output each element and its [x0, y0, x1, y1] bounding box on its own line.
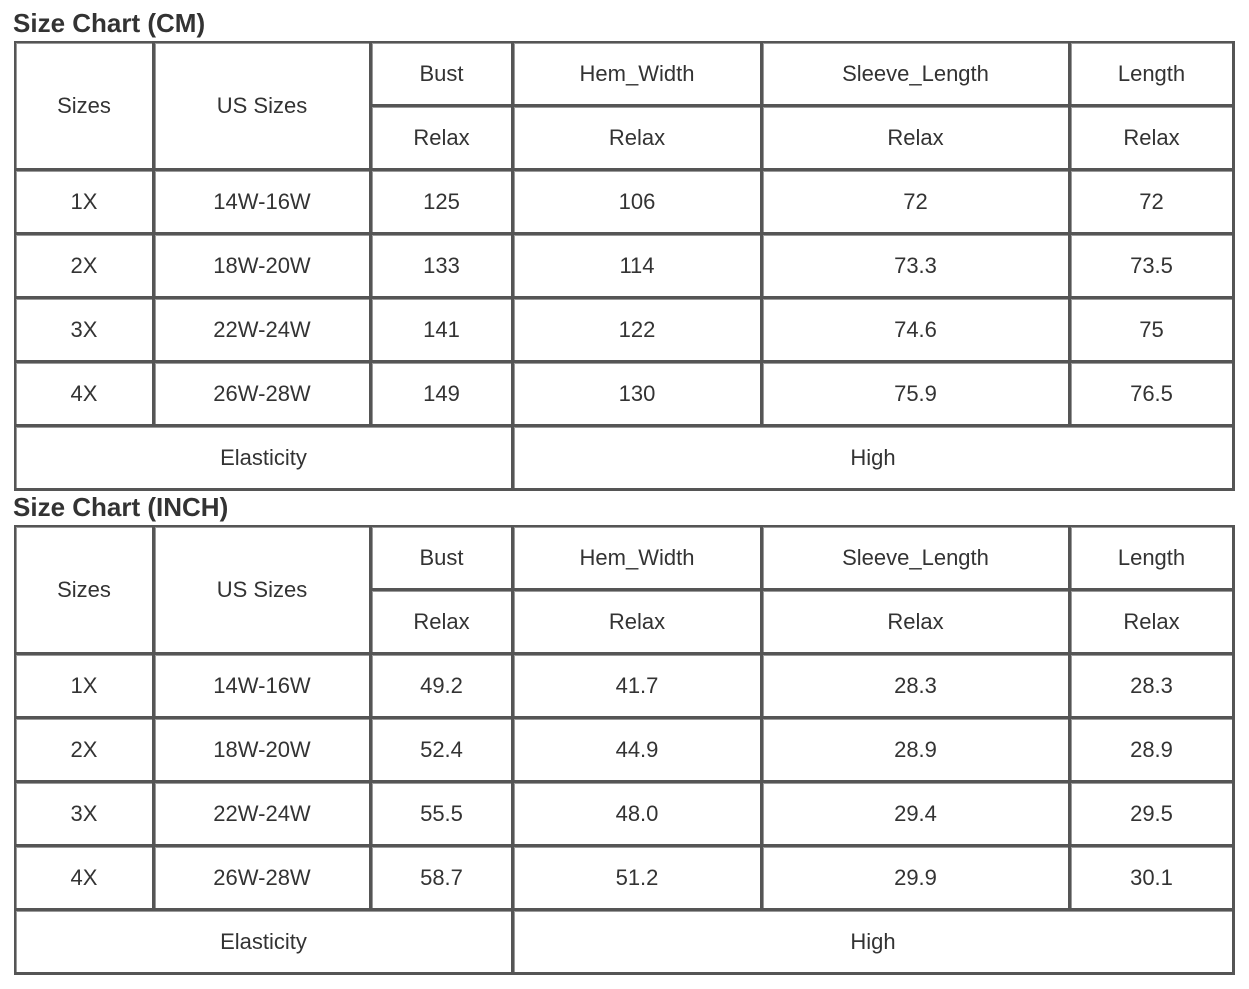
cell-size: 4X	[16, 363, 155, 427]
cell-length: 30.1	[1071, 847, 1235, 911]
size-chart-cm-title: Size Chart (CM)	[13, 8, 206, 38]
cell-us-size: 22W-24W	[155, 783, 372, 847]
cell-size: 2X	[16, 235, 155, 299]
subheader-relax: Relax	[372, 591, 514, 655]
header-bust: Bust	[372, 43, 514, 107]
size-chart-cm-table	[14, 41, 1235, 491]
cell-bust: 52.4	[372, 719, 514, 783]
header-length: Length	[1071, 527, 1235, 591]
cell-size: 3X	[16, 783, 155, 847]
cell-hem-width: 122	[514, 299, 763, 363]
cell-size: 2X	[16, 719, 155, 783]
table-footer-row	[16, 427, 1235, 491]
cell-length: 73.5	[1071, 235, 1235, 299]
cell-bust: 58.7	[372, 847, 514, 911]
cell-size: 4X	[16, 847, 155, 911]
size-chart-inch-table	[14, 525, 1235, 975]
size-chart-inch-title: Size Chart (INCH)	[13, 492, 229, 522]
cell-sleeve-length: 28.3	[763, 655, 1071, 719]
cell-length: 28.3	[1071, 655, 1235, 719]
cell-length: 75	[1071, 299, 1235, 363]
subheader-relax: Relax	[514, 591, 763, 655]
table-row	[16, 847, 1235, 911]
cell-hem-width: 44.9	[514, 719, 763, 783]
header-sleeve-length: Sleeve_Length	[763, 43, 1071, 107]
cell-hem-width: 51.2	[514, 847, 763, 911]
cell-bust: 141	[372, 299, 514, 363]
table-row	[16, 655, 1235, 719]
subheader-relax: Relax	[763, 591, 1071, 655]
table-header-row	[16, 527, 1235, 591]
header-bust: Bust	[372, 527, 514, 591]
cell-bust: 133	[372, 235, 514, 299]
table-row	[16, 299, 1235, 363]
header-sizes: Sizes	[16, 527, 155, 655]
header-hem-width: Hem_Width	[514, 43, 763, 107]
cell-bust: 125	[372, 171, 514, 235]
elasticity-value: High	[514, 427, 1235, 491]
elasticity-label: Elasticity	[16, 427, 514, 491]
table-footer-row	[16, 911, 1235, 975]
cell-length: 76.5	[1071, 363, 1235, 427]
header-length: Length	[1071, 43, 1235, 107]
table-row	[16, 719, 1235, 783]
subheader-relax: Relax	[372, 107, 514, 171]
cell-bust: 149	[372, 363, 514, 427]
cell-sleeve-length: 72	[763, 171, 1071, 235]
table-row	[16, 171, 1235, 235]
elasticity-value: High	[514, 911, 1235, 975]
cell-sleeve-length: 28.9	[763, 719, 1071, 783]
header-sizes: Sizes	[16, 43, 155, 171]
cell-us-size: 26W-28W	[155, 847, 372, 911]
cell-us-size: 22W-24W	[155, 299, 372, 363]
table-row	[16, 235, 1235, 299]
cell-sleeve-length: 73.3	[763, 235, 1071, 299]
table-row	[16, 363, 1235, 427]
cell-us-size: 18W-20W	[155, 235, 372, 299]
header-hem-width: Hem_Width	[514, 527, 763, 591]
subheader-relax: Relax	[763, 107, 1071, 171]
table-header-row	[16, 43, 1235, 107]
cell-sleeve-length: 75.9	[763, 363, 1071, 427]
cell-us-size: 14W-16W	[155, 655, 372, 719]
cell-size: 1X	[16, 171, 155, 235]
cell-sleeve-length: 74.6	[763, 299, 1071, 363]
subheader-relax: Relax	[514, 107, 763, 171]
cell-size: 1X	[16, 655, 155, 719]
table-row	[16, 783, 1235, 847]
cell-length: 28.9	[1071, 719, 1235, 783]
cell-sleeve-length: 29.4	[763, 783, 1071, 847]
cell-sleeve-length: 29.9	[763, 847, 1071, 911]
cell-us-size: 18W-20W	[155, 719, 372, 783]
cell-hem-width: 48.0	[514, 783, 763, 847]
cell-length: 72	[1071, 171, 1235, 235]
cell-us-size: 26W-28W	[155, 363, 372, 427]
cell-bust: 49.2	[372, 655, 514, 719]
cell-hem-width: 114	[514, 235, 763, 299]
subheader-relax: Relax	[1071, 107, 1235, 171]
header-us-sizes: US Sizes	[155, 43, 372, 171]
cell-bust: 55.5	[372, 783, 514, 847]
cell-size: 3X	[16, 299, 155, 363]
cell-hem-width: 106	[514, 171, 763, 235]
header-sleeve-length: Sleeve_Length	[763, 527, 1071, 591]
cell-us-size: 14W-16W	[155, 171, 372, 235]
header-us-sizes: US Sizes	[155, 527, 372, 655]
cell-length: 29.5	[1071, 783, 1235, 847]
cell-hem-width: 130	[514, 363, 763, 427]
elasticity-label: Elasticity	[16, 911, 514, 975]
cell-hem-width: 41.7	[514, 655, 763, 719]
subheader-relax: Relax	[1071, 591, 1235, 655]
